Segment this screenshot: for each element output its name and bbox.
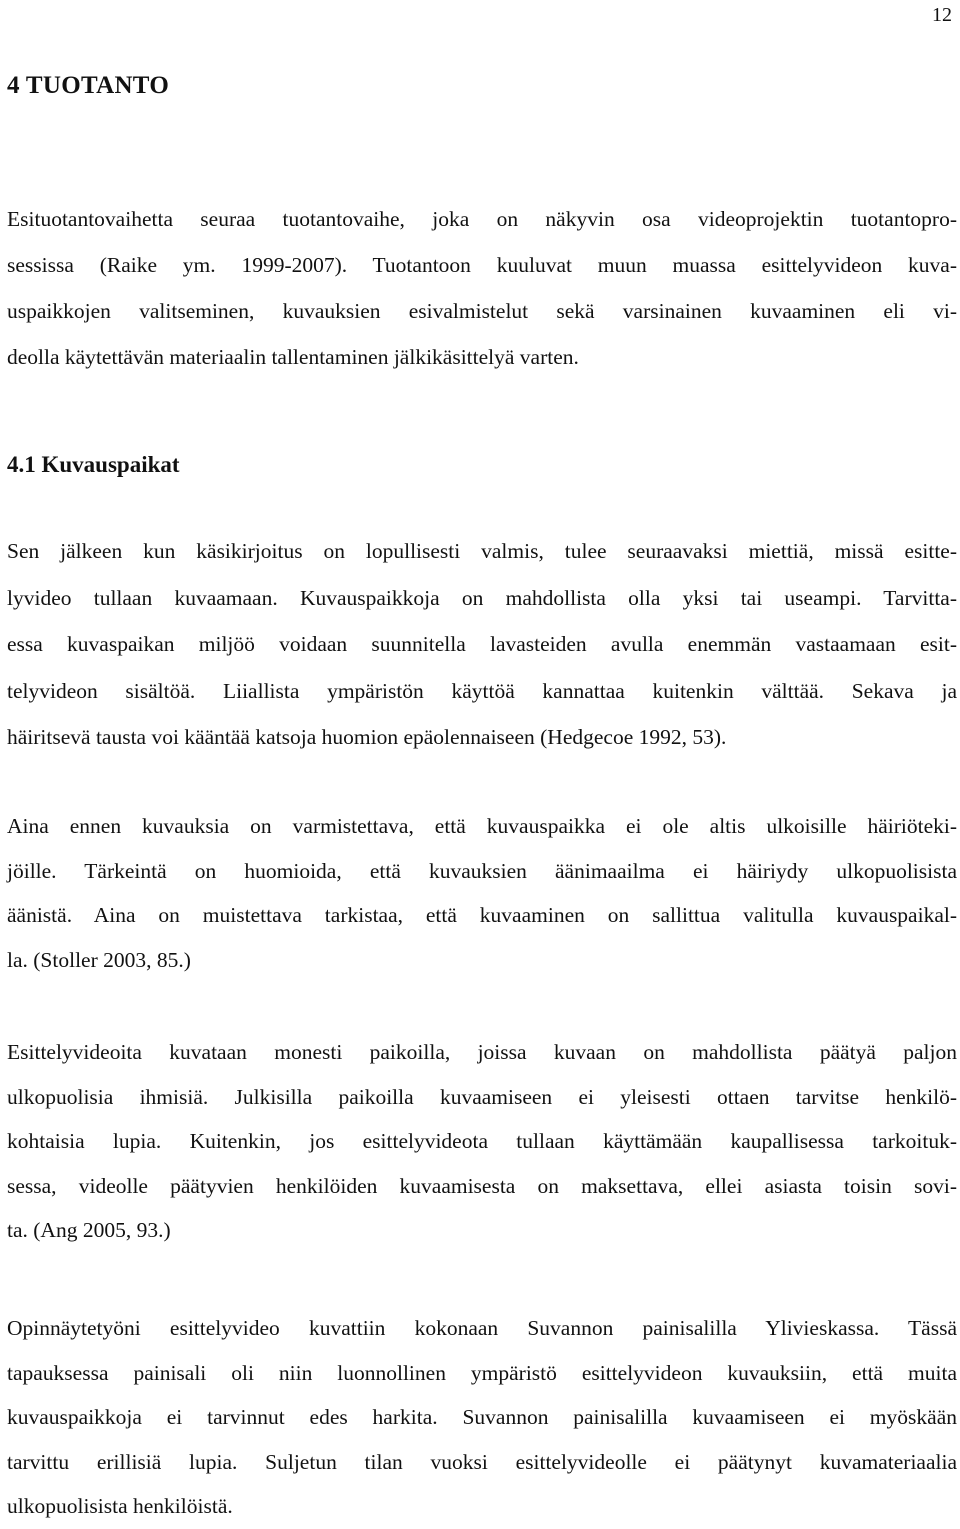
text-line: Aina ennen kuvauksia on varmistettava, että kuvauspaikka ei ole altis ulkoisille häiriöteki- xyxy=(7,814,957,838)
paragraph-intro xyxy=(7,196,957,380)
section-heading: 4.1 Kuvauspaikat xyxy=(7,452,180,477)
text-line: la. (Stoller 2003, 85.) xyxy=(7,947,191,972)
paragraph-thesis-location xyxy=(7,1306,957,1529)
text-line: kohtaisia lupia. Kuitenkin, jos esittelyvideota tullaan käyttämään kaupallisessa tarkoituk- xyxy=(7,1129,957,1153)
text-line: ta. (Ang 2005, 93.) xyxy=(7,1218,171,1242)
text-line: jöille. Tärkeintä on huomioida, että kuvauksien äänimaailma ei häiriydy ulkopuolisista xyxy=(7,858,957,883)
text-line: Esittelyvideoita kuvataan monesti paikoilla, joissa kuvaan on mahdollista päätyä paljon xyxy=(7,1040,957,1064)
paragraph-permissions xyxy=(7,1030,957,1253)
text-line: tarvittu erillisiä lupia. Suljetun tilan vuoksi esittelyvideolle ei päätynyt kuvamateriaalia xyxy=(7,1449,957,1474)
text-line: häiritsevä tausta voi kääntää katsoja huomion epäolennaiseen (Hedgecoe 1992, 53). xyxy=(7,725,727,749)
text-line: telyvideon sisältöä. Liiallista ympäristön käyttöä kannattaa kuitenkin välttää. Sekava ja xyxy=(7,678,957,703)
text-line: lyvideo tullaan kuvaamaan. Kuvauspaikkoja on mahdollista olla yksi tai useampi. Tarvitta- xyxy=(7,585,957,610)
text-line: Opinnäytetyöni esittelyvideo kuvattiin kokonaan Suvannon painisalilla Ylivieskassa. Tässä xyxy=(7,1316,957,1340)
text-line: äänistä. Aina on muistettava tarkistaa, että kuvaaminen on sallittua valitulla kuvauspaikal- xyxy=(7,903,957,927)
text-line: sessissa (Raike ym. 1999-2007). Tuotantoon kuuluvat muun muassa esittelyvideon kuva- xyxy=(7,253,957,277)
text-line: Sen jälkeen kun käsikirjoitus on lopullisesti valmis, tulee seuraavaksi miettiä, missä esitte- xyxy=(7,539,957,563)
text-line: kuvauspaikkoja ei tarvinnut edes harkita. Suvannon painisalilla kuvaamiseen ei myöskään xyxy=(7,1405,957,1429)
paragraph-disturbances xyxy=(7,804,957,982)
text-line: Esituotantovaihetta seuraa tuotantovaihe, joka on näkyvin osa videoprojektin tuotantopro- xyxy=(7,207,957,231)
page-number: 12 xyxy=(932,4,952,26)
text-line: uspaikkojen valitseminen, kuvauksien esivalmistelut sekä varsinainen kuvaaminen eli vi- xyxy=(7,299,957,323)
text-line: ulkopuolisia ihmisiä. Julkisilla paikoilla kuvaamiseen ei yleisesti ottaen tarvitse henkilö- xyxy=(7,1084,957,1109)
text-line: sessa, videolle päätyvien henkilöiden kuvaamisesta on maksettava, ellei asiasta toisin sovi- xyxy=(7,1173,957,1198)
text-line: essa kuvaspaikan miljöö voidaan suunnitella lavasteiden avulla enemmän vastaamaan esit- xyxy=(7,632,957,656)
text-line: tapauksessa painisali oli niin luonnollinen ympäristö esittelyvideon kuvauksiin, että muita xyxy=(7,1360,957,1385)
chapter-heading: 4 TUOTANTO xyxy=(7,72,170,99)
text-line: ulkopuolisista henkilöistä. xyxy=(7,1494,233,1518)
paragraph-locations xyxy=(7,528,957,761)
text-line: deolla käytettävän materiaalin tallentaminen jälkikäsittelyä varten. xyxy=(7,345,579,369)
